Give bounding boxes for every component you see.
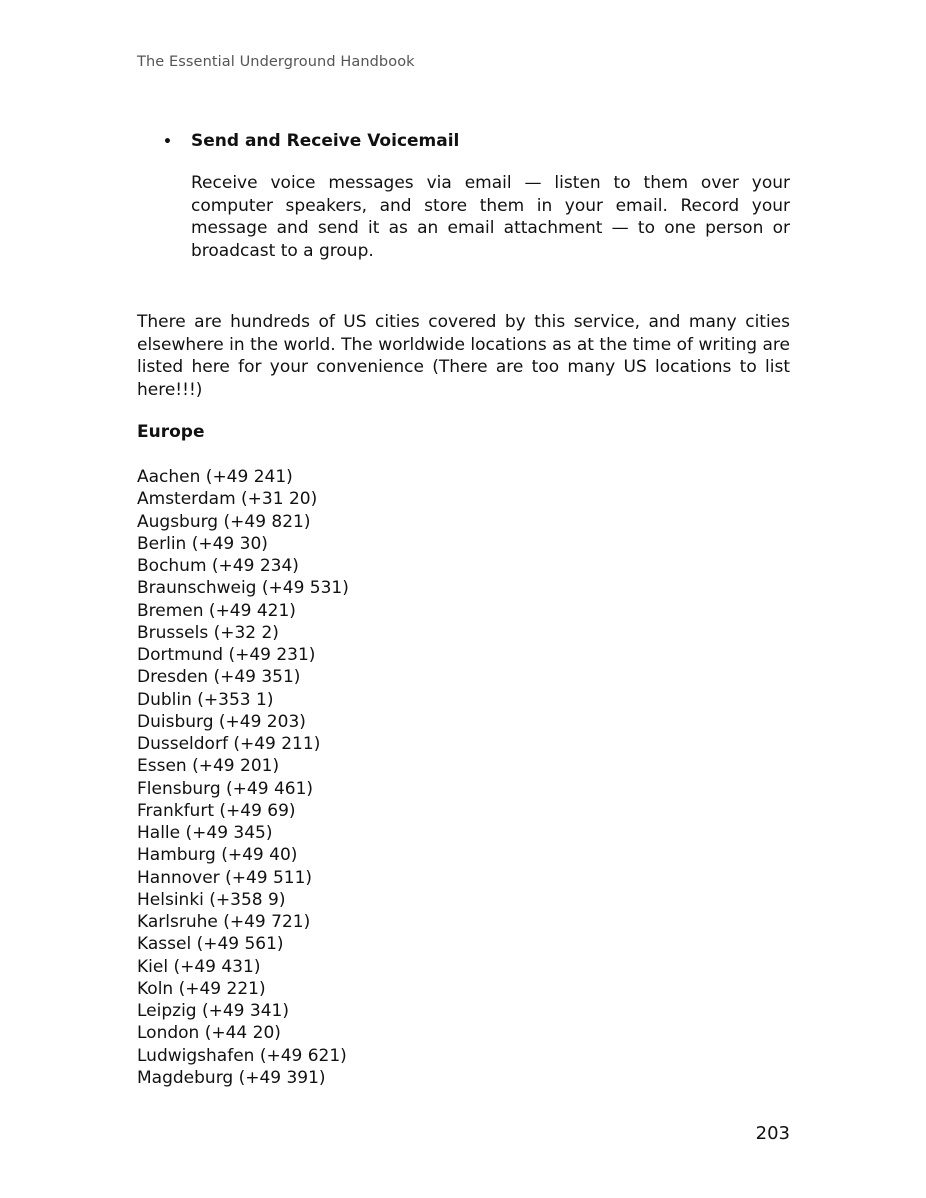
list-item: Halle (+49 345) [137, 823, 273, 843]
bullet-section [163, 131, 790, 262]
list-item: Dusseldorf (+49 211) [137, 734, 321, 754]
list-item: Dortmund (+49 231) [137, 645, 316, 665]
list-item: Frankfurt (+49 69) [137, 800, 296, 821]
list-item: Helsinki (+358 9) [137, 889, 286, 910]
section-heading: Europe [137, 422, 205, 442]
list-item: Brussels (+32 2) [137, 622, 279, 643]
list-item: Essen (+49 201) [137, 756, 280, 777]
list-item: Berlin (+49 30) [137, 533, 268, 554]
list-item: Amsterdam (+31 20) [137, 489, 318, 510]
list-item: Braunschweig (+49 531) [137, 578, 349, 599]
bullet-marker: • [163, 134, 172, 150]
list-item: Leipzig (+49 341) [137, 1001, 289, 1021]
list-item: Dresden (+49 351) [137, 667, 301, 688]
list-item: Flensburg (+49 461) [137, 778, 314, 799]
bullet-heading: Send and Receive Voicemail [191, 131, 460, 151]
list-item: Hannover (+49 511) [137, 867, 313, 888]
list-item: London (+44 20) [137, 1023, 281, 1044]
list-item: Aachen (+49 241) [137, 467, 293, 487]
list-item: Ludwigshafen (+49 621) [137, 1045, 347, 1066]
list-item: Karlsruhe (+49 721) [137, 912, 311, 932]
list-item: Kiel (+49 431) [137, 956, 261, 977]
page-number: 203 [755, 1123, 790, 1144]
running-header: The Essential Underground Handbook [137, 54, 415, 70]
list-item: Magdeburg (+49 391) [137, 1067, 326, 1088]
list-item: Kassel (+49 561) [137, 934, 284, 955]
list-item: Bochum (+49 234) [137, 556, 299, 576]
list-item: Hamburg (+49 40) [137, 845, 298, 866]
list-item: Koln (+49 221) [137, 978, 266, 999]
list-item: Bremen (+49 421) [137, 600, 296, 621]
bullet-body: Receive voice messages via email — listen to them over your computer speakers, and store them in your email. Record your message and send it as an email attachment — to one person or broadcast to a group. [191, 173, 790, 261]
intro-paragraph: There are hundreds of US cities covered by this service, and many cities elsewhere in the world. The worldwide locations as at the time of writing are listed here for your convenience (There are too many US locations to list here!!!) [137, 312, 790, 400]
city-list [137, 466, 349, 1089]
bullet-heading-line [163, 131, 790, 151]
list-item: Augsburg (+49 821) [137, 511, 311, 532]
list-item: Duisburg (+49 203) [137, 711, 306, 732]
list-item: Dublin (+353 1) [137, 689, 274, 710]
